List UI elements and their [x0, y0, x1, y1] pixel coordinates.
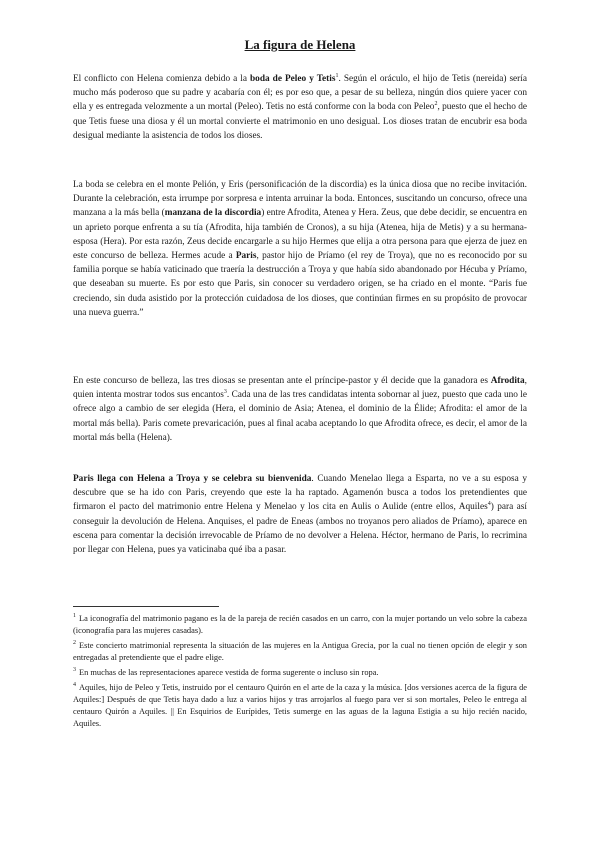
footnote-ref[interactable]: 3	[223, 389, 227, 396]
paragraph-text: , quien intenta mostrar todos sus encantos	[73, 376, 527, 401]
paragraph-text: . Según el oráculo, el hijo de Tetis (nereida) sería mucho más poderoso que su padre y acabaría con él; es por eso que, a pesar de su belleza, ningún dios quiere yacer con ella y es entregada velozmente a un mortal (Peleo). Tetis no está conforme con la boda con Peleo	[73, 74, 527, 113]
paragraph-2	[73, 178, 527, 320]
paragraph-text: ) entre Afrodita, Atenea y Hera. Zeus, que debe decidir, se encuentra en un aprieto porque enfrenta a su tía (Afrodita, hija también de Cronos), a su hija (Atenea, hija de Metis) y a su hermana-esposa (Hera). Por esta razón, Zeus decide encargarle a su hijo Hermes que elija a otra persona para que ejerza de juez en este concurso de belleza. Hermes acude a	[73, 208, 527, 262]
paragraph-3	[73, 374, 527, 445]
paragraph-text: , puesto que el hecho de que Tetis fuese una diosa y él un mortal convierte el matrimonio en uno desigual. Los dioses tratan de encubrir esa boda desigual mediante la asistencia de todos los dioses.	[73, 102, 528, 141]
footnote-4	[73, 682, 527, 730]
footnote-text: Este concierto matrimonial representa la situación de las mujeres en la Antigua Grecia, por la cual no tienen opción de elegir y son entregadas al pretendiente que el padre elige.	[73, 641, 527, 662]
bold-term: Afrodita	[490, 376, 525, 386]
paragraph-1	[73, 72, 527, 143]
paragraph-text: , pastor hijo de Príamo (el rey de Troya), que no es reconocido por su familia porque se había vaticinado que traería la destrucción a Troya y que había sido abandonado por Hécuba y Príamo, que deseaban su muerte. Es por esto que Paris, sin conocer su verdadero origen, se ha criado en el monte. “Paris fue creciendo, sin duda asistido por la protección cuidadosa de los dioses, que continúan firmes en su propósito de provocar una nueva guerra.”	[73, 251, 527, 318]
footnote-text: Aquiles, hijo de Peleo y Tetis, instruido por el centauro Quirón en el arte de la caza y la música. [dos versiones acerca de la figura de Aquiles:] Después de que Tetis haya dado a luz a varios hijos y tras arrojarlos al fuego para ver si son mortales, Peleo le entrega al centauro Quirón a Aquiles. || En Esquirios de Eurípides, Tetis sumerge en las aguas de la laguna Estigia a su hijo recién nacido, Aquiles.	[73, 683, 527, 728]
footnote-mark: 3	[73, 667, 76, 674]
footnote-mark: 2	[73, 640, 76, 647]
footnote-ref[interactable]: 1	[335, 72, 339, 79]
footnote-ref[interactable]: 4	[487, 501, 491, 508]
paragraph-text: El conflicto con Helena comienza debido a la	[73, 74, 251, 84]
bold-term: Paris llega con Helena a Troya y se celebra su bienvenida	[73, 474, 312, 484]
bold-term: boda de Peleo y Tetis	[250, 74, 336, 84]
footnote-ref[interactable]: 2	[434, 101, 438, 108]
footnote-3	[73, 667, 527, 679]
paragraph-text: ) para así conseguir la devolución de Helena. Anquises, el padre de Eneas (ambos no troyanos pero aliados de Príamo), aparece en escena para comentar la decisión irrevocable de Príamo de no devolver a Helena. Héctor, hermano de Paris, lo recrimina por llegar con Helena, pues ya vaticinaba qué iba a pasar.	[73, 502, 528, 556]
footnote-separator	[73, 606, 219, 607]
bold-term: manzana de la discordia	[164, 208, 262, 219]
footnote-mark: 4	[73, 682, 76, 689]
footnote-1	[73, 613, 527, 637]
paragraph-text: En este concurso de belleza, las tres diosas se presentan ante el príncipe-pastor y él decide que la ganadora es	[73, 376, 491, 386]
footnote-text: La iconografía del matrimonio pagano es la de la pareja de recién casados en un carro, con la mujer portando un velo sobre la cabeza (iconografía para las mujeres casadas).	[73, 614, 527, 635]
paragraph-4	[73, 472, 527, 557]
paragraph-text: La boda se celebra en el monte Pelión, y Eris (personificación de la discordia) es la única diosa que no recibe invitación. Durante la celebración, esta irrumpe por sorpresa e intenta arruinar la boda. Entonces, suscitando un concurso, ofrece una manzana a la más bella (	[73, 180, 527, 219]
page-title: La figura de Helena	[244, 37, 356, 52]
paragraph-text: . Cada una de las tres candidatas intenta sobornar al juez, puesto que cada uno le ofrece algo a cambio de ser elegida (Hera, el dominio de Asia; Atenea, el dominio de la Élide; Afrodita: el amor de la mortal más bella). Paris comete prevaricación, pues al final acaba aceptando lo que Afrodita ofrece, es decir, el amor de la mortal más bella (Helena).	[73, 390, 528, 443]
footnote-2	[73, 640, 527, 664]
footnote-mark: 1	[73, 613, 76, 620]
footnote-text: En muchas de las representaciones aparece vestida de forma sugerente o incluso sin ropa.	[79, 668, 379, 677]
paragraph-text: . Cuando Menelao llega a Esparta, no ve a su esposa y descubre que se ha ido con Paris, creyendo que este la ha raptado. Agamenón busca a todos los pretendientes que firmaron el pacto del matrimonio entre Helena y Menelao y los cita en Aulis o Aulide (entre ellos, Aquiles	[73, 474, 527, 513]
bold-term: Paris	[235, 251, 257, 262]
